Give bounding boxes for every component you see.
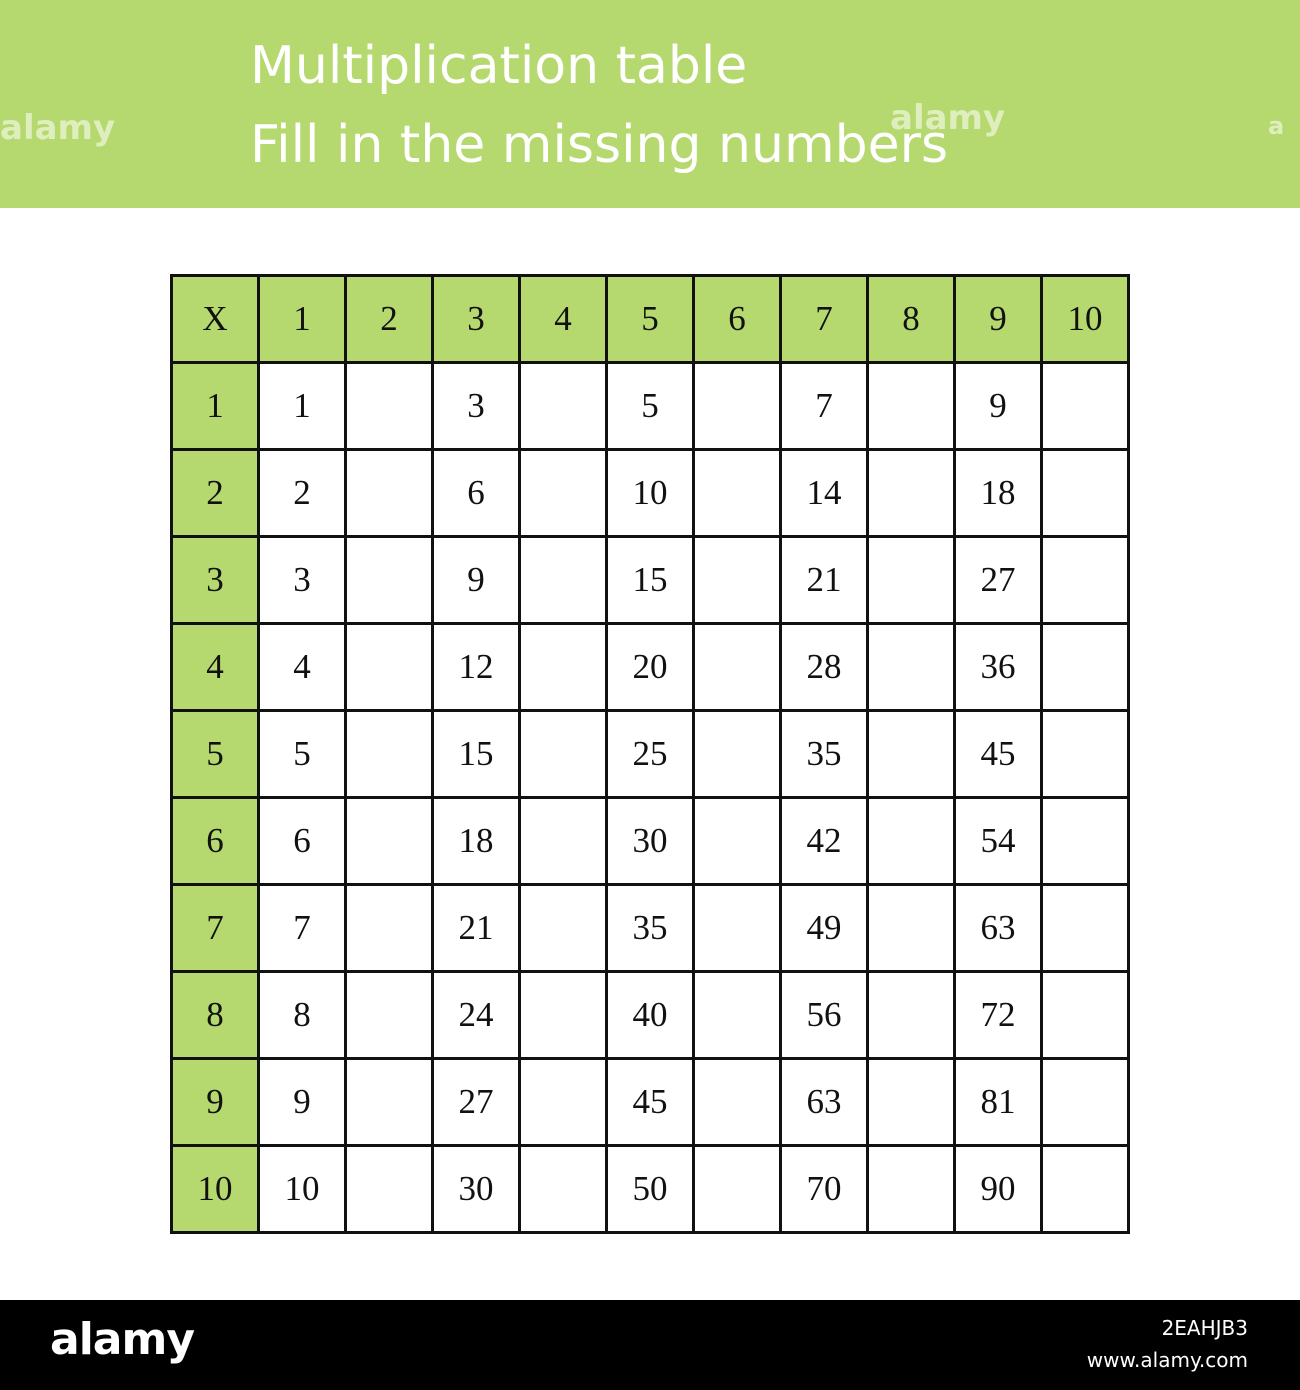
column-header-9: 9 xyxy=(956,277,1043,364)
product-cell: 21 xyxy=(782,538,869,625)
answer-cell[interactable] xyxy=(521,364,608,451)
answer-cell[interactable] xyxy=(347,364,434,451)
row-header-1: 1 xyxy=(173,364,260,451)
answer-cell[interactable] xyxy=(347,1147,434,1234)
product-cell: 18 xyxy=(434,799,521,886)
answer-cell[interactable] xyxy=(521,712,608,799)
product-cell: 25 xyxy=(608,712,695,799)
row-header-10: 10 xyxy=(173,1147,260,1234)
answer-cell[interactable] xyxy=(695,712,782,799)
answer-cell[interactable] xyxy=(869,1060,956,1147)
product-cell: 35 xyxy=(608,886,695,973)
answer-cell[interactable] xyxy=(869,625,956,712)
product-cell: 30 xyxy=(434,1147,521,1234)
product-cell: 40 xyxy=(608,973,695,1060)
answer-cell[interactable] xyxy=(869,451,956,538)
answer-cell[interactable] xyxy=(869,1147,956,1234)
product-cell: 27 xyxy=(434,1060,521,1147)
product-cell: 5 xyxy=(608,364,695,451)
product-cell: 7 xyxy=(260,886,347,973)
answer-cell[interactable] xyxy=(1043,712,1130,799)
product-cell: 7 xyxy=(782,364,869,451)
product-cell: 27 xyxy=(956,538,1043,625)
answer-cell[interactable] xyxy=(347,799,434,886)
header-band xyxy=(0,0,1300,208)
answer-cell[interactable] xyxy=(521,886,608,973)
column-header-6: 6 xyxy=(695,277,782,364)
product-cell: 15 xyxy=(434,712,521,799)
answer-cell[interactable] xyxy=(695,1060,782,1147)
answer-cell[interactable] xyxy=(695,538,782,625)
column-header-8: 8 xyxy=(869,277,956,364)
watermark-right: a xyxy=(1268,112,1285,140)
product-cell: 9 xyxy=(260,1060,347,1147)
product-cell: 72 xyxy=(956,973,1043,1060)
answer-cell[interactable] xyxy=(869,538,956,625)
product-cell: 20 xyxy=(608,625,695,712)
answer-cell[interactable] xyxy=(695,886,782,973)
product-cell: 30 xyxy=(608,799,695,886)
footer-logo: alamy xyxy=(50,1314,194,1365)
row-header-8: 8 xyxy=(173,973,260,1060)
answer-cell[interactable] xyxy=(869,799,956,886)
product-cell: 15 xyxy=(608,538,695,625)
multiplication-grid xyxy=(170,274,1130,1234)
answer-cell[interactable] xyxy=(869,886,956,973)
answer-cell[interactable] xyxy=(695,1147,782,1234)
answer-cell[interactable] xyxy=(695,799,782,886)
answer-cell[interactable] xyxy=(695,451,782,538)
product-cell: 45 xyxy=(608,1060,695,1147)
product-cell: 50 xyxy=(608,1147,695,1234)
answer-cell[interactable] xyxy=(521,451,608,538)
answer-cell[interactable] xyxy=(695,625,782,712)
answer-cell[interactable] xyxy=(347,973,434,1060)
column-header-2: 2 xyxy=(347,277,434,364)
row-header-9: 9 xyxy=(173,1060,260,1147)
answer-cell[interactable] xyxy=(521,799,608,886)
answer-cell[interactable] xyxy=(347,1060,434,1147)
product-cell: 90 xyxy=(956,1147,1043,1234)
answer-cell[interactable] xyxy=(1043,364,1130,451)
answer-cell[interactable] xyxy=(869,712,956,799)
answer-cell[interactable] xyxy=(695,364,782,451)
watermark-left: alamy xyxy=(0,108,116,148)
product-cell: 9 xyxy=(434,538,521,625)
corner-cell: X xyxy=(173,277,260,364)
product-cell: 5 xyxy=(260,712,347,799)
product-cell: 6 xyxy=(434,451,521,538)
product-cell: 12 xyxy=(434,625,521,712)
product-cell: 14 xyxy=(782,451,869,538)
column-header-3: 3 xyxy=(434,277,521,364)
column-header-10: 10 xyxy=(1043,277,1130,364)
row-header-4: 4 xyxy=(173,625,260,712)
product-cell: 45 xyxy=(956,712,1043,799)
answer-cell[interactable] xyxy=(347,538,434,625)
product-cell: 63 xyxy=(782,1060,869,1147)
answer-cell[interactable] xyxy=(695,973,782,1060)
answer-cell[interactable] xyxy=(347,886,434,973)
answer-cell[interactable] xyxy=(1043,1060,1130,1147)
product-cell: 4 xyxy=(260,625,347,712)
product-cell: 3 xyxy=(260,538,347,625)
product-cell: 54 xyxy=(956,799,1043,886)
answer-cell[interactable] xyxy=(521,1147,608,1234)
row-header-6: 6 xyxy=(173,799,260,886)
answer-cell[interactable] xyxy=(1043,538,1130,625)
product-cell: 70 xyxy=(782,1147,869,1234)
answer-cell[interactable] xyxy=(521,1060,608,1147)
answer-cell[interactable] xyxy=(1043,1147,1130,1234)
product-cell: 56 xyxy=(782,973,869,1060)
product-cell: 63 xyxy=(956,886,1043,973)
row-header-5: 5 xyxy=(173,712,260,799)
row-header-3: 3 xyxy=(173,538,260,625)
answer-cell[interactable] xyxy=(521,538,608,625)
product-cell: 42 xyxy=(782,799,869,886)
answer-cell[interactable] xyxy=(869,364,956,451)
answer-cell[interactable] xyxy=(347,451,434,538)
product-cell: 81 xyxy=(956,1060,1043,1147)
column-header-5: 5 xyxy=(608,277,695,364)
product-cell: 49 xyxy=(782,886,869,973)
product-cell: 1 xyxy=(260,364,347,451)
product-cell: 35 xyxy=(782,712,869,799)
page-title: Multiplication table xyxy=(250,36,748,96)
product-cell: 6 xyxy=(260,799,347,886)
product-cell: 8 xyxy=(260,973,347,1060)
answer-cell[interactable] xyxy=(347,625,434,712)
product-cell: 9 xyxy=(956,364,1043,451)
answer-cell[interactable] xyxy=(1043,886,1130,973)
column-header-7: 7 xyxy=(782,277,869,364)
answer-cell[interactable] xyxy=(521,973,608,1060)
product-cell: 10 xyxy=(608,451,695,538)
answer-cell[interactable] xyxy=(521,625,608,712)
answer-cell[interactable] xyxy=(1043,973,1130,1060)
footer-band xyxy=(0,1300,1300,1390)
product-cell: 2 xyxy=(260,451,347,538)
product-cell: 21 xyxy=(434,886,521,973)
watermark-center: alamy xyxy=(890,98,1006,138)
product-cell: 18 xyxy=(956,451,1043,538)
answer-cell[interactable] xyxy=(1043,799,1130,886)
column-header-1: 1 xyxy=(260,277,347,364)
footer-url: www.alamy.com xyxy=(1086,1348,1248,1372)
answer-cell[interactable] xyxy=(1043,625,1130,712)
row-header-2: 2 xyxy=(173,451,260,538)
product-cell: 3 xyxy=(434,364,521,451)
answer-cell[interactable] xyxy=(1043,451,1130,538)
product-cell: 28 xyxy=(782,625,869,712)
product-cell: 36 xyxy=(956,625,1043,712)
answer-cell[interactable] xyxy=(347,712,434,799)
product-cell: 10 xyxy=(260,1147,347,1234)
product-cell: 24 xyxy=(434,973,521,1060)
page-subtitle: Fill in the missing numbers xyxy=(250,115,949,175)
column-header-4: 4 xyxy=(521,277,608,364)
answer-cell[interactable] xyxy=(869,973,956,1060)
footer-image-id: 2EAHJB3 xyxy=(1161,1316,1248,1340)
row-header-7: 7 xyxy=(173,886,260,973)
